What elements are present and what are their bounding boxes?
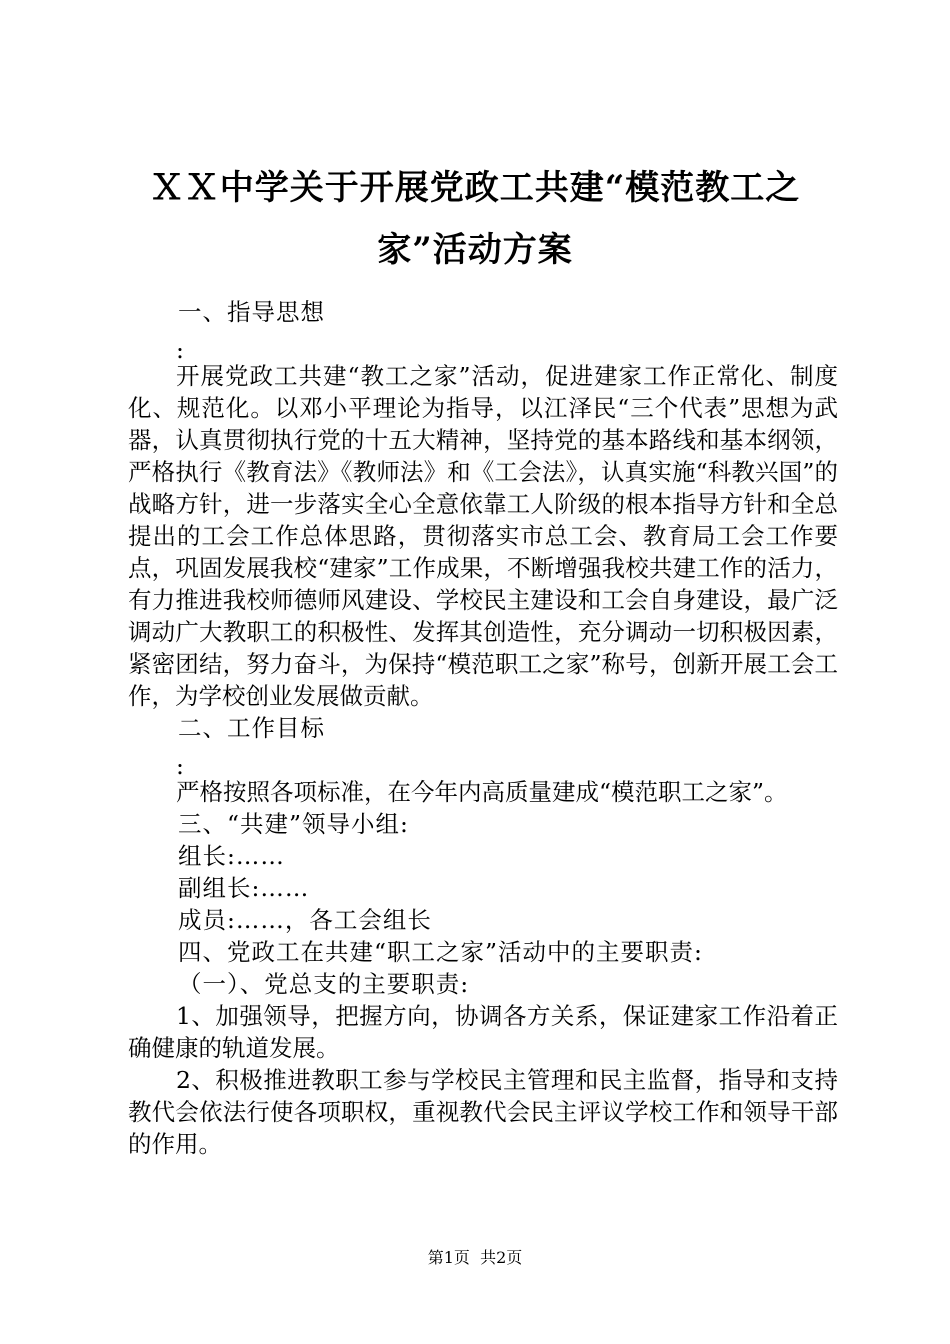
section-2-heading: 二、工作目标: [178, 714, 325, 742]
document-title-line-1: ＸＸ中学关于开展党政工共建“模范教工之: [149, 168, 801, 208]
group-deputy-leader-line: 副组长:……: [178, 874, 310, 902]
section-1-colon: :: [176, 336, 184, 364]
group-leader-line: 组长:……: [178, 842, 285, 870]
section-4-heading: 四、党政工在共建“职工之家”活动中的主要职责:: [178, 938, 703, 966]
duty-item-2: 2、积极推进教职工参与学校民主管理和民主监督，指导和支持教代会依法行使各项职权，重视教代会民主评议学校工作和领导干部的作用。: [128, 1066, 838, 1158]
duty-item-1: 1、加强领导，把握方向，协调各方关系，保证建家工作沿着正确健康的轨道发展。: [128, 1002, 838, 1062]
section-3-heading: 三、“共建”领导小组:: [178, 810, 409, 838]
page-footer: 第1页 共2页: [427, 1248, 523, 1267]
section-1-paragraph: 开展党政工共建“教工之家”活动，促进建家工作正常化、制度化、规范化。以邓小平理论为指导，以江泽民“三个代表”思想为武器，认真贯彻执行党的十五大精神，坚持党的基本路线和基本纲领，严格执行《教育法》《教师法》和《工会法》，认真实施“科教兴国”的战略方针，进一步落实全心全意依靠工人阶级的根本指导方针和全总提出的工会工作总体思路，贯彻落实市总工会、教育局工会工作要点，巩固发展我校“建家”工作成果，不断增强我校共建工作的活力，有力推进我校师德师风建设、学校民主建设和工会自身建设，最广泛调动广大教职工的积极性、发挥其创造性，充分调动一切积极因素，紧密团结，努力奋斗，为保持“模范职工之家”称号，创新开展工会工作，为学校创业发展做贡献。: [128, 362, 838, 710]
document-title-line-2: 家”活动方案: [377, 230, 573, 270]
group-members-line: 成员:……，各工会组长: [178, 906, 432, 934]
section-1-heading: 一、指导思想: [178, 298, 325, 326]
section-2-paragraph: 严格按照各项标准，在今年内高质量建成“模范职工之家”。: [176, 778, 788, 806]
subsection-1-heading: （一）、党总支的主要职责:: [178, 970, 470, 998]
document-body: [128, 296, 838, 1160]
section-2-colon: :: [176, 752, 184, 780]
